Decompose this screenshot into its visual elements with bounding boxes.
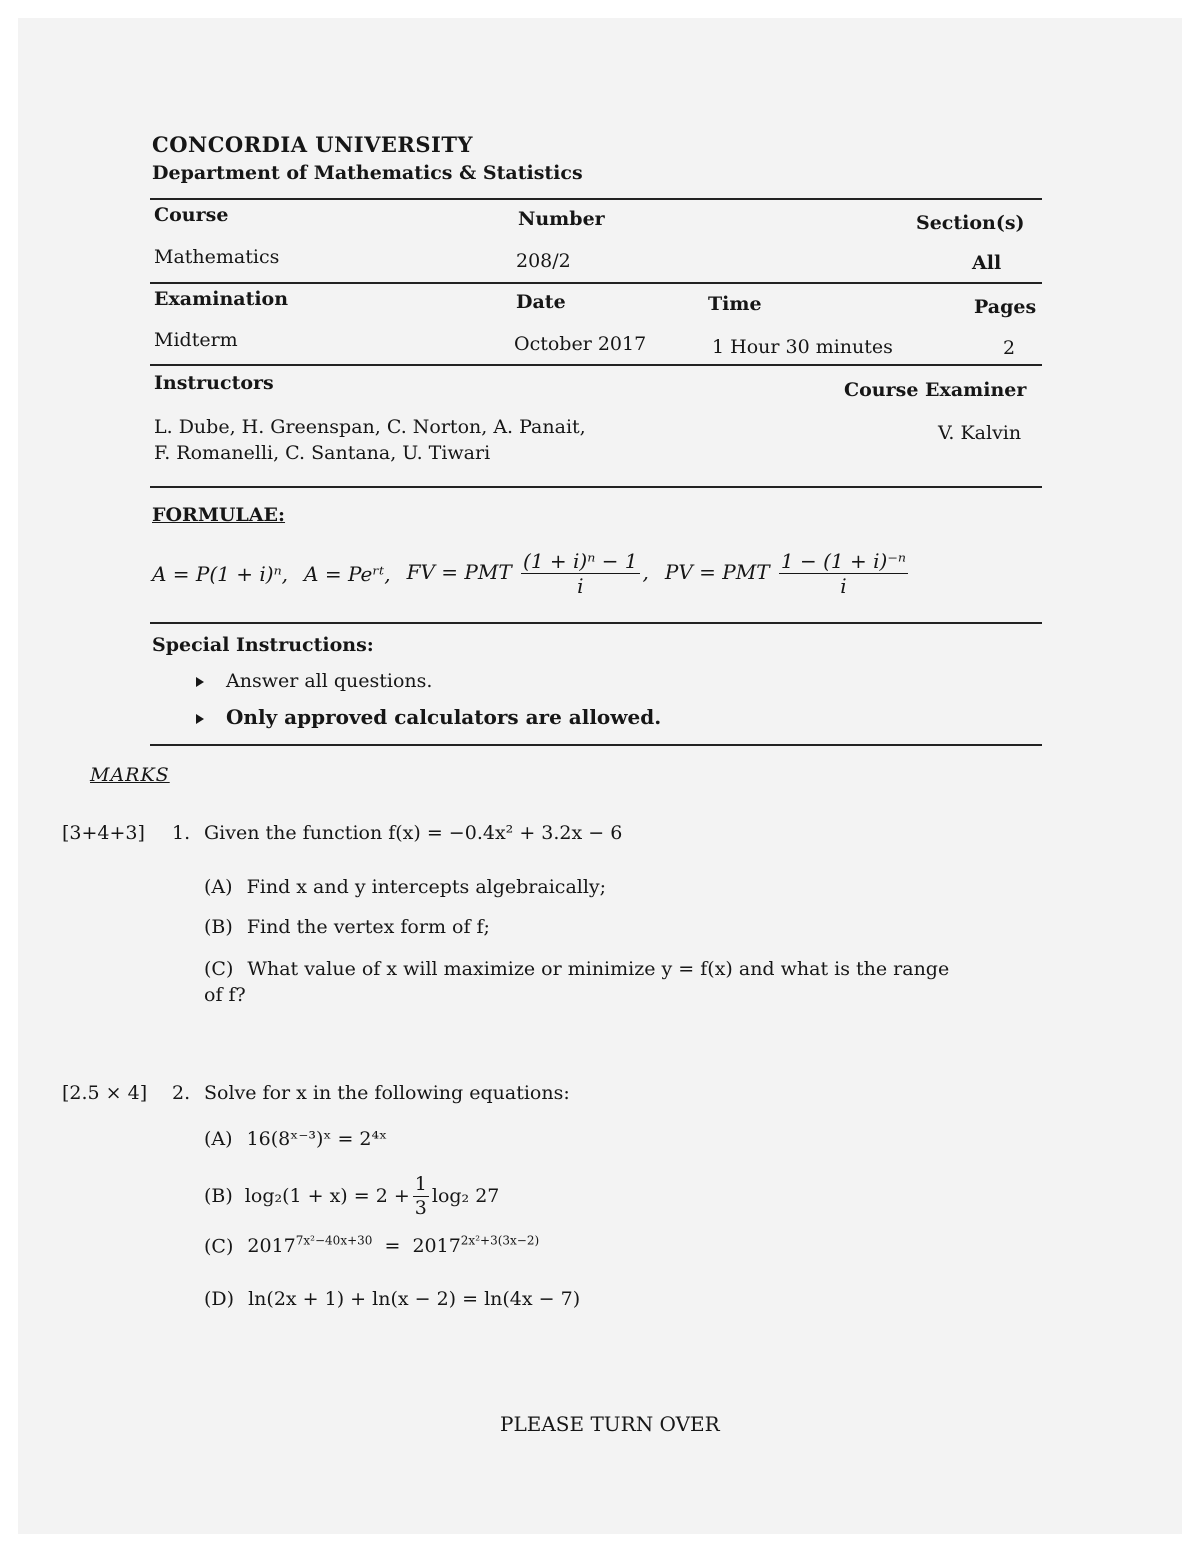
time-value: 1 Hour 30 minutes (712, 336, 893, 358)
pv-numerator: 1 − (1 + i)⁻ⁿ (780, 549, 906, 573)
sections-label: Section(s) (916, 212, 1025, 234)
divider (150, 744, 1042, 746)
please-turn-over: PLEASE TURN OVER (500, 1412, 720, 1436)
examiner-value: V. Kalvin (938, 422, 1022, 444)
question-1-marks: [3+4+3] (62, 822, 145, 844)
course-label: Course (154, 204, 229, 226)
part-b-numerator: 1 (414, 1173, 427, 1195)
question-1-part-c-continued: of f? (204, 984, 246, 1006)
number-value: 208/2 (516, 250, 571, 272)
divider (150, 364, 1042, 366)
university-name: CONCORDIA UNIVERSITY (152, 132, 473, 157)
special-instructions-title: Special Instructions: (152, 634, 374, 656)
pv-denominator: i (840, 574, 847, 598)
part-b-denominator: 3 (414, 1196, 427, 1219)
divider (150, 282, 1042, 284)
department-name: Department of Mathematics & Statistics (152, 162, 583, 184)
question-2-part-c: (C) $2017^{7x^2-40x+30} = 2017^{2x^2+3(3x-2)}$ (204, 1234, 540, 1258)
number-label: Number (518, 208, 605, 230)
instructors-line-2: F. Romanelli, C. Santana, U. Tiwari (154, 442, 491, 464)
sections-value: All (972, 252, 1002, 274)
formulae-line (152, 550, 911, 597)
examiner-label: Course Examiner (844, 379, 1027, 401)
question-2-number: 2. (172, 1082, 191, 1104)
formula-future-value: FV = PMT $\frac{\text{(1 + i)ⁿ − 1}}{i}$ , (406, 549, 649, 598)
formula-continuous-interest: A = Peʳᵗ, (304, 561, 391, 586)
time-label: Time (708, 293, 762, 315)
question-2-part-a: (A) 16(8ˣ⁻³)ˣ = 2⁴ˣ (204, 1128, 388, 1150)
examination-value: Midterm (154, 329, 238, 351)
question-1-part-b: (B) Find the vertex form of f; (204, 916, 490, 938)
pages-value: 2 (1003, 337, 1016, 359)
question-1-part-c: (C) What value of x will maximize or minimize y = f(x) and what is the range (204, 958, 950, 980)
divider (150, 486, 1042, 488)
divider (150, 198, 1042, 200)
marks-label: MARKS (90, 764, 170, 786)
pages-label: Pages (974, 296, 1037, 318)
instructors-label: Instructors (154, 372, 274, 394)
formula-present-value: PV = PMT $\frac{\text{1 − (1 + i)⁻ⁿ}}{i}$ (664, 549, 906, 598)
question-1-number: 1. (172, 822, 191, 844)
question-2-part-d: (D) ln(2x + 1) + ln(x − 2) = ln(4x − 7) (204, 1288, 581, 1310)
instruction-item: Answer all questions. (196, 670, 432, 692)
course-value: Mathematics (154, 246, 280, 268)
fv-denominator: i (577, 574, 584, 598)
question-1-part-a: (A) Find x and y intercepts algebraically; (204, 876, 607, 898)
divider (150, 622, 1042, 624)
examination-label: Examination (154, 288, 289, 310)
formula-compound-interest: A = P(1 + i)ⁿ, (152, 561, 289, 586)
fv-numerator: (1 + i)ⁿ − 1 (523, 549, 638, 573)
exam-page (18, 18, 1182, 1534)
instruction-item: Only approved calculators are allowed. (196, 705, 661, 729)
date-label: Date (516, 291, 566, 313)
question-2-marks: [2.5 × 4] (62, 1082, 148, 1104)
triangle-bullet-icon (196, 714, 204, 724)
date-value: October 2017 (514, 333, 647, 355)
instructors-line-1: L. Dube, H. Greenspan, C. Norton, A. Panait, (154, 416, 586, 438)
formulae-title: FORMULAE: (152, 504, 286, 526)
question-2-part-b: (B) log₂(1 + x) = 2 + $\frac{1}{3}$ log₂ 27 (204, 1173, 500, 1219)
question-2-text: Solve for x in the following equations: (204, 1082, 570, 1104)
question-1-text: Given the function f(x) = −0.4x² + 3.2x − 6 (204, 822, 623, 844)
triangle-bullet-icon (196, 677, 204, 687)
